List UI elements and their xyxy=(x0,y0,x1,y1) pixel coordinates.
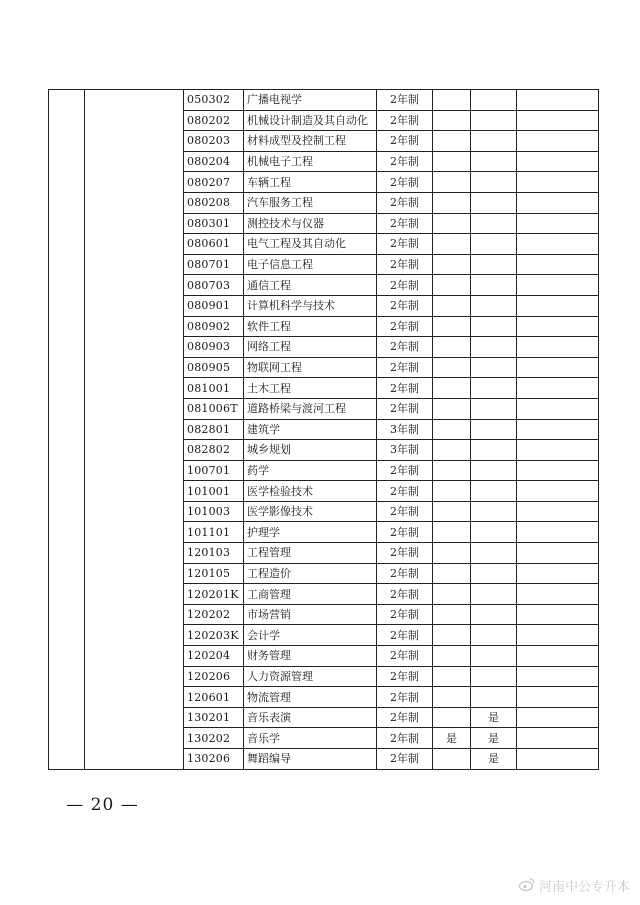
flag-cell-b xyxy=(471,234,517,255)
flag-cell-b xyxy=(471,295,517,316)
flag-cell-a xyxy=(433,213,471,234)
duration-cell: 2年制 xyxy=(377,584,433,605)
code-cell: 080903 xyxy=(184,337,244,358)
empty-cell xyxy=(517,90,599,111)
empty-cell xyxy=(517,254,599,275)
flag-cell-b xyxy=(471,625,517,646)
duration-cell: 2年制 xyxy=(377,563,433,584)
flag-cell-a xyxy=(433,481,471,502)
duration-cell: 2年制 xyxy=(377,728,433,749)
major-name-cell: 车辆工程 xyxy=(244,172,377,193)
empty-cell xyxy=(517,666,599,687)
flag-cell-a xyxy=(433,295,471,316)
flag-cell-b xyxy=(471,584,517,605)
flag-cell-a xyxy=(433,131,471,152)
major-name-cell: 工程管理 xyxy=(244,543,377,564)
duration-cell: 2年制 xyxy=(377,110,433,131)
empty-cell xyxy=(517,687,599,708)
code-cell: 080204 xyxy=(184,151,244,172)
empty-cell xyxy=(517,192,599,213)
empty-cell xyxy=(517,481,599,502)
code-cell: 080207 xyxy=(184,172,244,193)
duration-cell: 2年制 xyxy=(377,90,433,111)
empty-cell xyxy=(517,419,599,440)
flag-cell-a xyxy=(433,646,471,667)
flag-cell-b xyxy=(471,110,517,131)
duration-cell: 2年制 xyxy=(377,213,433,234)
code-cell: 101003 xyxy=(184,501,244,522)
duration-cell: 2年制 xyxy=(377,501,433,522)
flag-cell-b xyxy=(471,481,517,502)
duration-cell: 2年制 xyxy=(377,460,433,481)
major-name-cell: 舞蹈编导 xyxy=(244,749,377,770)
flag-cell-b xyxy=(471,316,517,337)
duration-cell: 2年制 xyxy=(377,316,433,337)
major-name-cell: 医学检验技术 xyxy=(244,481,377,502)
flag-cell-a xyxy=(433,440,471,461)
duration-cell: 2年制 xyxy=(377,295,433,316)
empty-cell xyxy=(517,295,599,316)
flag-cell-a xyxy=(433,234,471,255)
weibo-icon xyxy=(519,877,535,895)
code-cell: 130201 xyxy=(184,707,244,728)
code-cell: 120105 xyxy=(184,563,244,584)
empty-cell xyxy=(517,398,599,419)
major-name-cell: 音乐学 xyxy=(244,728,377,749)
major-name-cell: 电子信息工程 xyxy=(244,254,377,275)
major-name-cell: 工商管理 xyxy=(244,584,377,605)
empty-cell xyxy=(517,337,599,358)
duration-cell: 2年制 xyxy=(377,337,433,358)
flag-cell-a xyxy=(433,110,471,131)
code-cell: 080701 xyxy=(184,254,244,275)
major-name-cell: 城乡规划 xyxy=(244,440,377,461)
major-name-cell: 土木工程 xyxy=(244,378,377,399)
flag-cell-b: 是 xyxy=(471,728,517,749)
empty-cell xyxy=(517,172,599,193)
major-name-cell: 医学影像技术 xyxy=(244,501,377,522)
major-name-cell: 机械设计制造及其自动化 xyxy=(244,110,377,131)
empty-cell xyxy=(517,646,599,667)
duration-cell: 2年制 xyxy=(377,666,433,687)
code-cell: 080301 xyxy=(184,213,244,234)
empty-cell xyxy=(517,234,599,255)
table-body xyxy=(49,90,599,770)
duration-cell: 2年制 xyxy=(377,604,433,625)
duration-cell: 2年制 xyxy=(377,707,433,728)
empty-cell xyxy=(517,501,599,522)
major-name-cell: 广播电视学 xyxy=(244,90,377,111)
flag-cell-a xyxy=(433,666,471,687)
duration-cell: 2年制 xyxy=(377,192,433,213)
code-cell: 101101 xyxy=(184,522,244,543)
empty-cell xyxy=(517,522,599,543)
empty-cell xyxy=(517,213,599,234)
flag-cell-a xyxy=(433,625,471,646)
code-cell: 080703 xyxy=(184,275,244,296)
flag-cell-a xyxy=(433,501,471,522)
flag-cell-b xyxy=(471,563,517,584)
flag-cell-a xyxy=(433,460,471,481)
flag-cell-a xyxy=(433,337,471,358)
flag-cell-a xyxy=(433,316,471,337)
flag-cell-a xyxy=(433,398,471,419)
flag-cell-b xyxy=(471,666,517,687)
major-name-cell: 药学 xyxy=(244,460,377,481)
major-name-cell: 财务管理 xyxy=(244,646,377,667)
flag-cell-a xyxy=(433,151,471,172)
table-row xyxy=(49,90,599,111)
flag-cell-b xyxy=(471,543,517,564)
flag-cell-a xyxy=(433,584,471,605)
major-name-cell: 测控技术与仪器 xyxy=(244,213,377,234)
flag-cell-b xyxy=(471,337,517,358)
empty-cell xyxy=(517,440,599,461)
flag-cell-b xyxy=(471,131,517,152)
empty-cell xyxy=(517,563,599,584)
major-name-cell: 物流管理 xyxy=(244,687,377,708)
duration-cell: 3年制 xyxy=(377,440,433,461)
duration-cell: 2年制 xyxy=(377,625,433,646)
empty-cell xyxy=(517,151,599,172)
duration-cell: 2年制 xyxy=(377,172,433,193)
flag-cell-b xyxy=(471,687,517,708)
merged-cell-school xyxy=(85,90,184,770)
duration-cell: 2年制 xyxy=(377,522,433,543)
flag-cell-a xyxy=(433,192,471,213)
flag-cell-a xyxy=(433,419,471,440)
flag-cell-b xyxy=(471,90,517,111)
major-name-cell: 道路桥梁与渡河工程 xyxy=(244,398,377,419)
code-cell: 082802 xyxy=(184,440,244,461)
code-cell: 080905 xyxy=(184,357,244,378)
flag-cell-b xyxy=(471,419,517,440)
major-name-cell: 音乐表演 xyxy=(244,707,377,728)
flag-cell-b xyxy=(471,172,517,193)
code-cell: 120202 xyxy=(184,604,244,625)
major-table xyxy=(48,89,599,770)
duration-cell: 2年制 xyxy=(377,275,433,296)
empty-cell xyxy=(517,749,599,770)
flag-cell-a xyxy=(433,687,471,708)
major-name-cell: 护理学 xyxy=(244,522,377,543)
flag-cell-b xyxy=(471,646,517,667)
duration-cell: 2年制 xyxy=(377,378,433,399)
duration-cell: 2年制 xyxy=(377,687,433,708)
code-cell: 050302 xyxy=(184,90,244,111)
major-name-cell: 物联网工程 xyxy=(244,357,377,378)
flag-cell-b xyxy=(471,275,517,296)
flag-cell-a xyxy=(433,543,471,564)
code-cell: 130202 xyxy=(184,728,244,749)
empty-cell xyxy=(517,110,599,131)
empty-cell xyxy=(517,584,599,605)
duration-cell: 2年制 xyxy=(377,749,433,770)
flag-cell-a xyxy=(433,357,471,378)
flag-cell-b xyxy=(471,460,517,481)
code-cell: 080902 xyxy=(184,316,244,337)
major-name-cell: 市场营销 xyxy=(244,604,377,625)
code-cell: 082801 xyxy=(184,419,244,440)
flag-cell-b: 是 xyxy=(471,707,517,728)
major-name-cell: 电气工程及其自动化 xyxy=(244,234,377,255)
page-number: — 20 — xyxy=(66,795,139,815)
major-name-cell: 人力资源管理 xyxy=(244,666,377,687)
code-cell: 080901 xyxy=(184,295,244,316)
major-name-cell: 机械电子工程 xyxy=(244,151,377,172)
major-name-cell: 计算机科学与技术 xyxy=(244,295,377,316)
major-name-cell: 通信工程 xyxy=(244,275,377,296)
code-cell: 120201K xyxy=(184,584,244,605)
duration-cell: 2年制 xyxy=(377,131,433,152)
flag-cell-b xyxy=(471,151,517,172)
code-cell: 120204 xyxy=(184,646,244,667)
flag-cell-b xyxy=(471,501,517,522)
major-name-cell: 网络工程 xyxy=(244,337,377,358)
empty-cell xyxy=(517,460,599,481)
flag-cell-b xyxy=(471,398,517,419)
empty-cell xyxy=(517,625,599,646)
empty-cell xyxy=(517,543,599,564)
flag-cell-a: 是 xyxy=(433,728,471,749)
flag-cell-a xyxy=(433,254,471,275)
flag-cell-b xyxy=(471,522,517,543)
empty-cell xyxy=(517,728,599,749)
code-cell: 101001 xyxy=(184,481,244,502)
flag-cell-a xyxy=(433,749,471,770)
watermark-text: 河南中公专升本 xyxy=(538,880,630,895)
empty-cell xyxy=(517,131,599,152)
flag-cell-a xyxy=(433,707,471,728)
code-cell: 120601 xyxy=(184,687,244,708)
code-cell: 080208 xyxy=(184,192,244,213)
code-cell: 120203K xyxy=(184,625,244,646)
flag-cell-b xyxy=(471,213,517,234)
flag-cell-b xyxy=(471,357,517,378)
major-name-cell: 汽车服务工程 xyxy=(244,192,377,213)
duration-cell: 2年制 xyxy=(377,357,433,378)
flag-cell-a xyxy=(433,604,471,625)
major-name-cell: 材料成型及控制工程 xyxy=(244,131,377,152)
duration-cell: 2年制 xyxy=(377,254,433,275)
merged-cell-region xyxy=(49,90,85,770)
duration-cell: 2年制 xyxy=(377,543,433,564)
flag-cell-b xyxy=(471,378,517,399)
flag-cell-b xyxy=(471,192,517,213)
major-name-cell: 会计学 xyxy=(244,625,377,646)
empty-cell xyxy=(517,357,599,378)
flag-cell-b xyxy=(471,440,517,461)
code-cell: 120206 xyxy=(184,666,244,687)
major-name-cell: 建筑学 xyxy=(244,419,377,440)
flag-cell-b xyxy=(471,254,517,275)
empty-cell xyxy=(517,604,599,625)
duration-cell: 2年制 xyxy=(377,234,433,255)
flag-cell-a xyxy=(433,172,471,193)
duration-cell: 2年制 xyxy=(377,398,433,419)
code-cell: 081001 xyxy=(184,378,244,399)
flag-cell-b: 是 xyxy=(471,749,517,770)
empty-cell xyxy=(517,707,599,728)
duration-cell: 2年制 xyxy=(377,481,433,502)
flag-cell-b xyxy=(471,604,517,625)
major-name-cell: 工程造价 xyxy=(244,563,377,584)
flag-cell-a xyxy=(433,563,471,584)
duration-cell: 2年制 xyxy=(377,646,433,667)
code-cell: 120103 xyxy=(184,543,244,564)
empty-cell xyxy=(517,316,599,337)
code-cell: 080601 xyxy=(184,234,244,255)
flag-cell-a xyxy=(433,275,471,296)
code-cell: 081006T xyxy=(184,398,244,419)
flag-cell-a xyxy=(433,378,471,399)
code-cell: 130206 xyxy=(184,749,244,770)
duration-cell: 3年制 xyxy=(377,419,433,440)
code-cell: 080202 xyxy=(184,110,244,131)
code-cell: 100701 xyxy=(184,460,244,481)
watermark xyxy=(519,876,630,895)
major-name-cell: 软件工程 xyxy=(244,316,377,337)
flag-cell-a xyxy=(433,522,471,543)
duration-cell: 2年制 xyxy=(377,151,433,172)
code-cell: 080203 xyxy=(184,131,244,152)
flag-cell-a xyxy=(433,90,471,111)
empty-cell xyxy=(517,378,599,399)
empty-cell xyxy=(517,275,599,296)
